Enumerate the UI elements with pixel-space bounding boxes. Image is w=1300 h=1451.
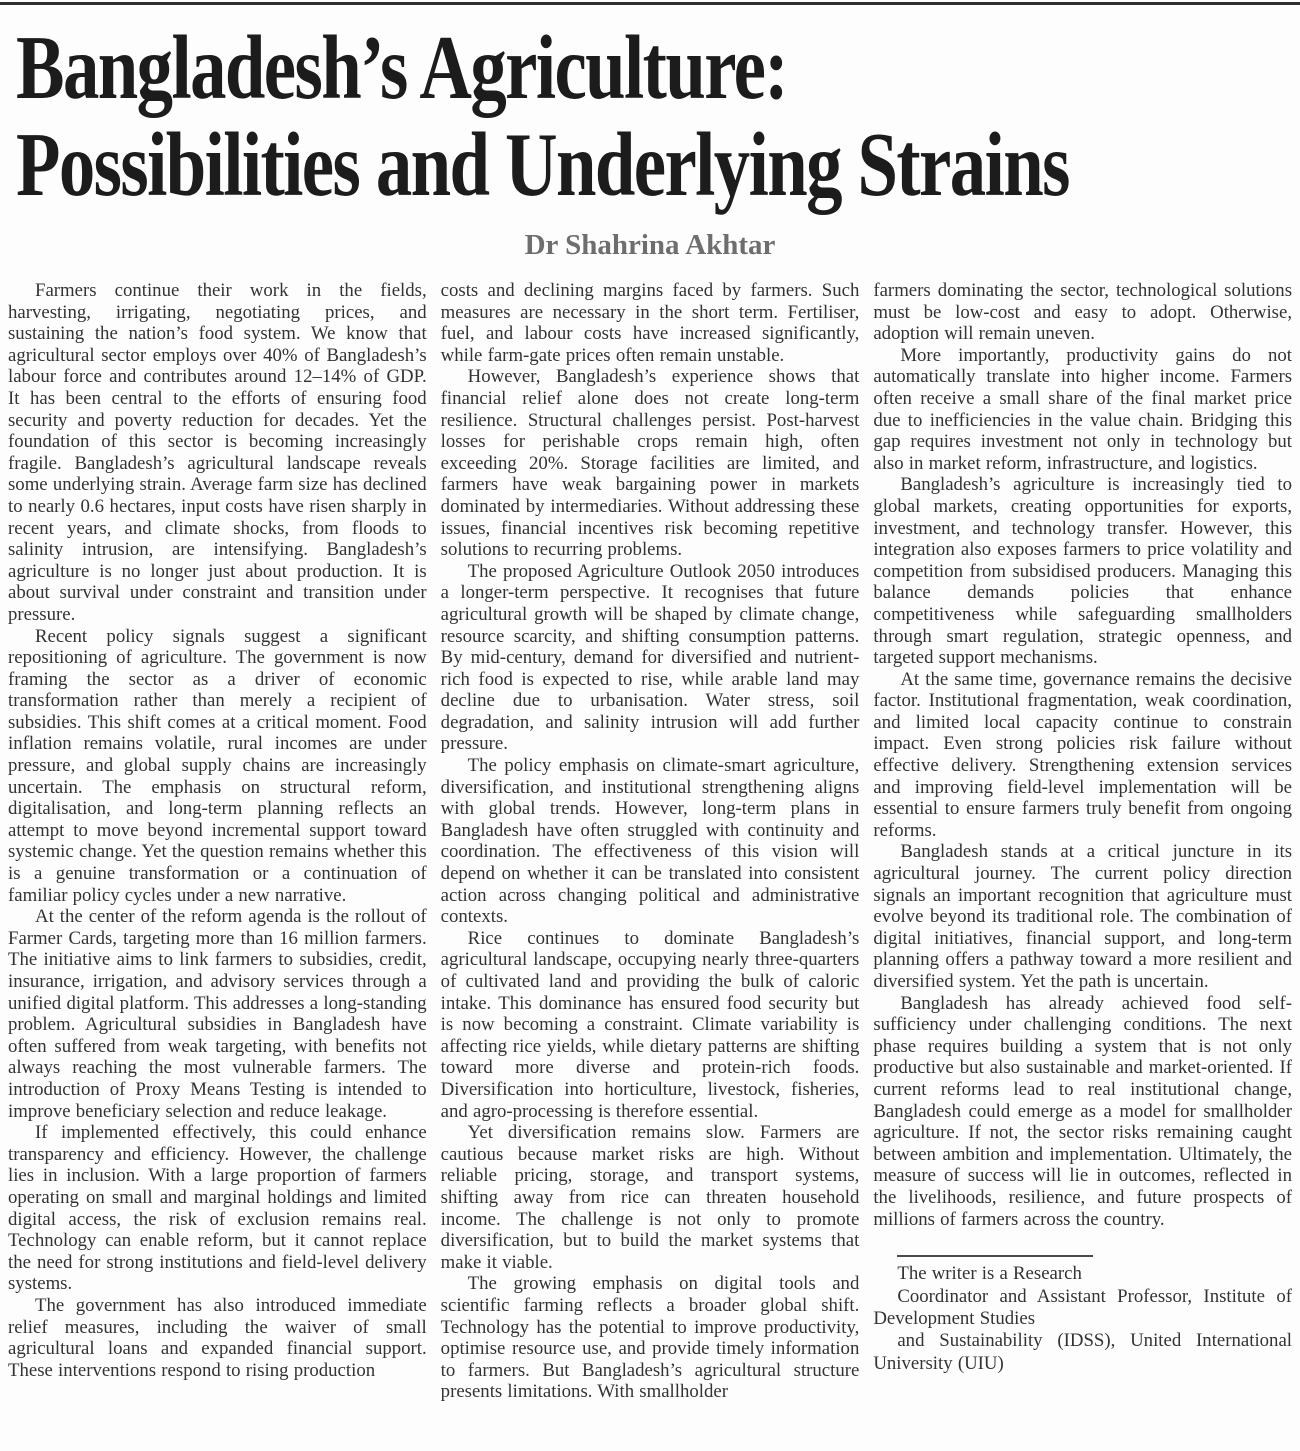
article-paragraph: Rice continues to dominate Bangladesh’s agricultural landscape, occupying nearly three-quarters of cultivated land and providing the bulk of caloric intake. This dominance has ensured food security but is now becoming a constraint. Climate variability is affecting rice yields, while dietary patterns are shifting toward more diverse and protein-rich foods. Diversification into horticulture, livestock, fisheries, and agro-processing is therefore essential.	[440, 927, 860, 1122]
article-paragraph: The government has also introduced immediate relief measures, including the waiver of small agricultural loans and expanded financial support. These interventions respond to rising production	[8, 1294, 427, 1381]
signature-line: The writer is a Research	[897, 1263, 1082, 1285]
article-paragraph: Yet diversification remains slow. Farmers are cautious because market risks are high. Without reliable pricing, storage, and transport systems, shifting away from rice can threaten household income. The challenge is not only to promote diversification, but to build the market systems that make it viable.	[440, 1122, 860, 1273]
article-paragraph: The policy emphasis on climate-smart agriculture, diversification, and institutional strengthening aligns with global trends. However, long-term plans in Bangladesh have often struggled with continuity and coordination. The effectiveness of this vision will depend on whether it can be translated into consistent action across changing political and administrative contexts.	[440, 755, 860, 928]
article-paragraph: Bangladesh has already achieved food self-sufficiency under challenging conditions. The next phase requires building a system that is not only productive but also sustainable and market-oriented. If current reforms lead to real institutional change, Bangladesh could emerge as a model for smallholder agriculture. If not, the sector risks remaining caught between ambition and implementation. Ultimately, the measure of success will lie in outcomes, reflected in the livelihoods, resilience, and future prospects of millions of farmers across the country.	[873, 992, 1293, 1230]
article-headline	[16, 19, 1300, 213]
article-paragraph: At the same time, governance remains the decisive factor. Institutional fragmentation, weak coordination, and limited local capacity continue to constrain impact. Even strong policies risk failure without effective delivery. Strengthening extension services and improving field-level implementation will be essential to ensure farmers truly benefit from ongoing reforms.	[873, 668, 1293, 841]
signature-line: and Sustainability (IDSS), United International University (UIU)	[873, 1330, 1293, 1374]
article-column-2	[441, 280, 860, 1403]
article-column-3	[873, 280, 1292, 1375]
top-rule-divider	[0, 2, 1300, 5]
article-paragraph: If implemented effectively, this could enhance transparency and efficiency. However, the challenge lies in inclusion. With a large proportion of farmers operating on small and marginal holdings and limited digital access, the risk of exclusion remains real. Technology can enable reform, but it cannot replace the need for strong institutions and field-level delivery systems.	[8, 1122, 427, 1295]
article-paragraph-continued: costs and declining margins faced by farmers. Such measures are necessary in the short term. Fertiliser, fuel, and labour costs have increased significantly, while farm-gate prices often remain unstable.	[440, 280, 860, 366]
article-paragraph: At the center of the reform agenda is the rollout of Farmer Cards, targeting more than 16 million farmers. The initiative aims to link farmers to subsidies, credit, insurance, irrigation, and advisory services through a unified digital platform. This addresses a long-standing problem. Agricultural subsidies in Bangladesh have often suffered from weak targeting, with benefits not always reaching the most vulnerable farmers. The introduction of Proxy Means Testing is intended to improve beneficiary selection and reduce leakage.	[8, 906, 427, 1122]
byline: Dr Shahrina Akhtar	[524, 229, 776, 261]
headline-line-1: Bangladesh’s Agriculture:	[16, 17, 787, 118]
article-paragraph: The growing emphasis on digital tools and scientific farming reflects a broader global shift. Technology has the potential to improve productivity, optimise resource use, and provide timely information to farmers. But Bangladesh’s agricultural structure presents limitations. With smallholder	[440, 1273, 860, 1403]
signature-note	[873, 1263, 1292, 1375]
article-paragraph: Bangladesh stands at a critical juncture in its agricultural journey. The current policy direction signals an important recognition that agriculture must evolve beyond its traditional role. The combination of digital initiatives, financial support, and long-term planning offers a pathway toward a more resilient and diversified system. Yet the path is uncertain.	[873, 841, 1293, 992]
signature-divider	[897, 1255, 1093, 1257]
article-column-1	[8, 280, 427, 1381]
article-paragraph: Recent policy signals suggest a significant repositioning of agriculture. The government is now framing the sector as a driver of economic transformation rather than merely a recipient of subsidies. This shift comes at a critical moment. Food inflation remains volatile, rural incomes are under pressure, and global supply chains are increasingly uncertain. The emphasis on structural reform, digitalisation, and long-term planning reflects an attempt to move beyond incremental support toward systemic change. Yet the question remains whether this is a genuine transformation or a continuation of familiar policy cycles under a new narrative.	[8, 625, 427, 906]
article-body	[0, 262, 1300, 1403]
article-paragraph-continued: farmers dominating the sector, technological solutions must be low-cost and easy to adopt. Otherwise, adoption will remain uneven.	[873, 280, 1293, 345]
article-paragraph: However, Bangladesh’s experience shows that financial relief alone does not create long-term resilience. Structural challenges persist. Post-harvest losses for perishable crops remain high, often exceeding 20%. Storage facilities are limited, and farmers have weak bargaining power in markets dominated by intermediaries. Without addressing these issues, financial incentives risk becoming repetitive solutions to recurring problems.	[440, 366, 860, 561]
article-paragraph: Farmers continue their work in the fields, harvesting, irrigating, negotiating prices, and sustaining the nation’s food system. We know that agricultural sector employs over 40% of Bangladesh’s labour force and contributes around 12–14% of GDP. It has been central to the efforts of ensuring food security and poverty reduction for decades. Yet the foundation of this sector is becoming increasingly fragile. Bangladesh’s agricultural landscape reveals some underlying strain. Average farm size has declined to nearly 0.6 hectares, input costs have risen sharply in recent years, and climate shocks, from floods to salinity intrusion, are intensifying. Bangladesh’s agriculture is no longer just about production. It is about survival under constraint and transition under pressure.	[8, 280, 427, 625]
article-paragraph: Bangladesh’s agriculture is increasingly tied to global markets, creating opportunities for exports, investment, and technology transfer. However, this integration also exposes farmers to price volatility and competition from subsidised producers. Managing this balance demands policies that enhance competitiveness while safeguarding smallholders through smart regulation, strategic openness, and targeted support mechanisms.	[873, 474, 1293, 669]
signature-line: Coordinator and Assistant Professor, Institute of Development Studies	[873, 1285, 1293, 1329]
article-paragraph: The proposed Agriculture Outlook 2050 introduces a longer-term perspective. It recognises that future agricultural growth will be shaped by climate change, resource scarcity, and shifting consumption patterns. By mid-century, demand for diversified and nutrient-rich food is expected to rise, while arable land may decline due to urbanisation. Water stress, soil degradation, and salinity intrusion will add further pressure.	[440, 560, 860, 755]
article-paragraph: More importantly, productivity gains do not automatically translate into higher income. Farmers often receive a small share of the final market price due to inefficiencies in the value chain. Bridging this gap requires investment not only in technology but also in market reform, infrastructure, and logistics.	[873, 344, 1293, 474]
headline-line-2: Possibilities and Underlying Strains	[16, 114, 1069, 215]
